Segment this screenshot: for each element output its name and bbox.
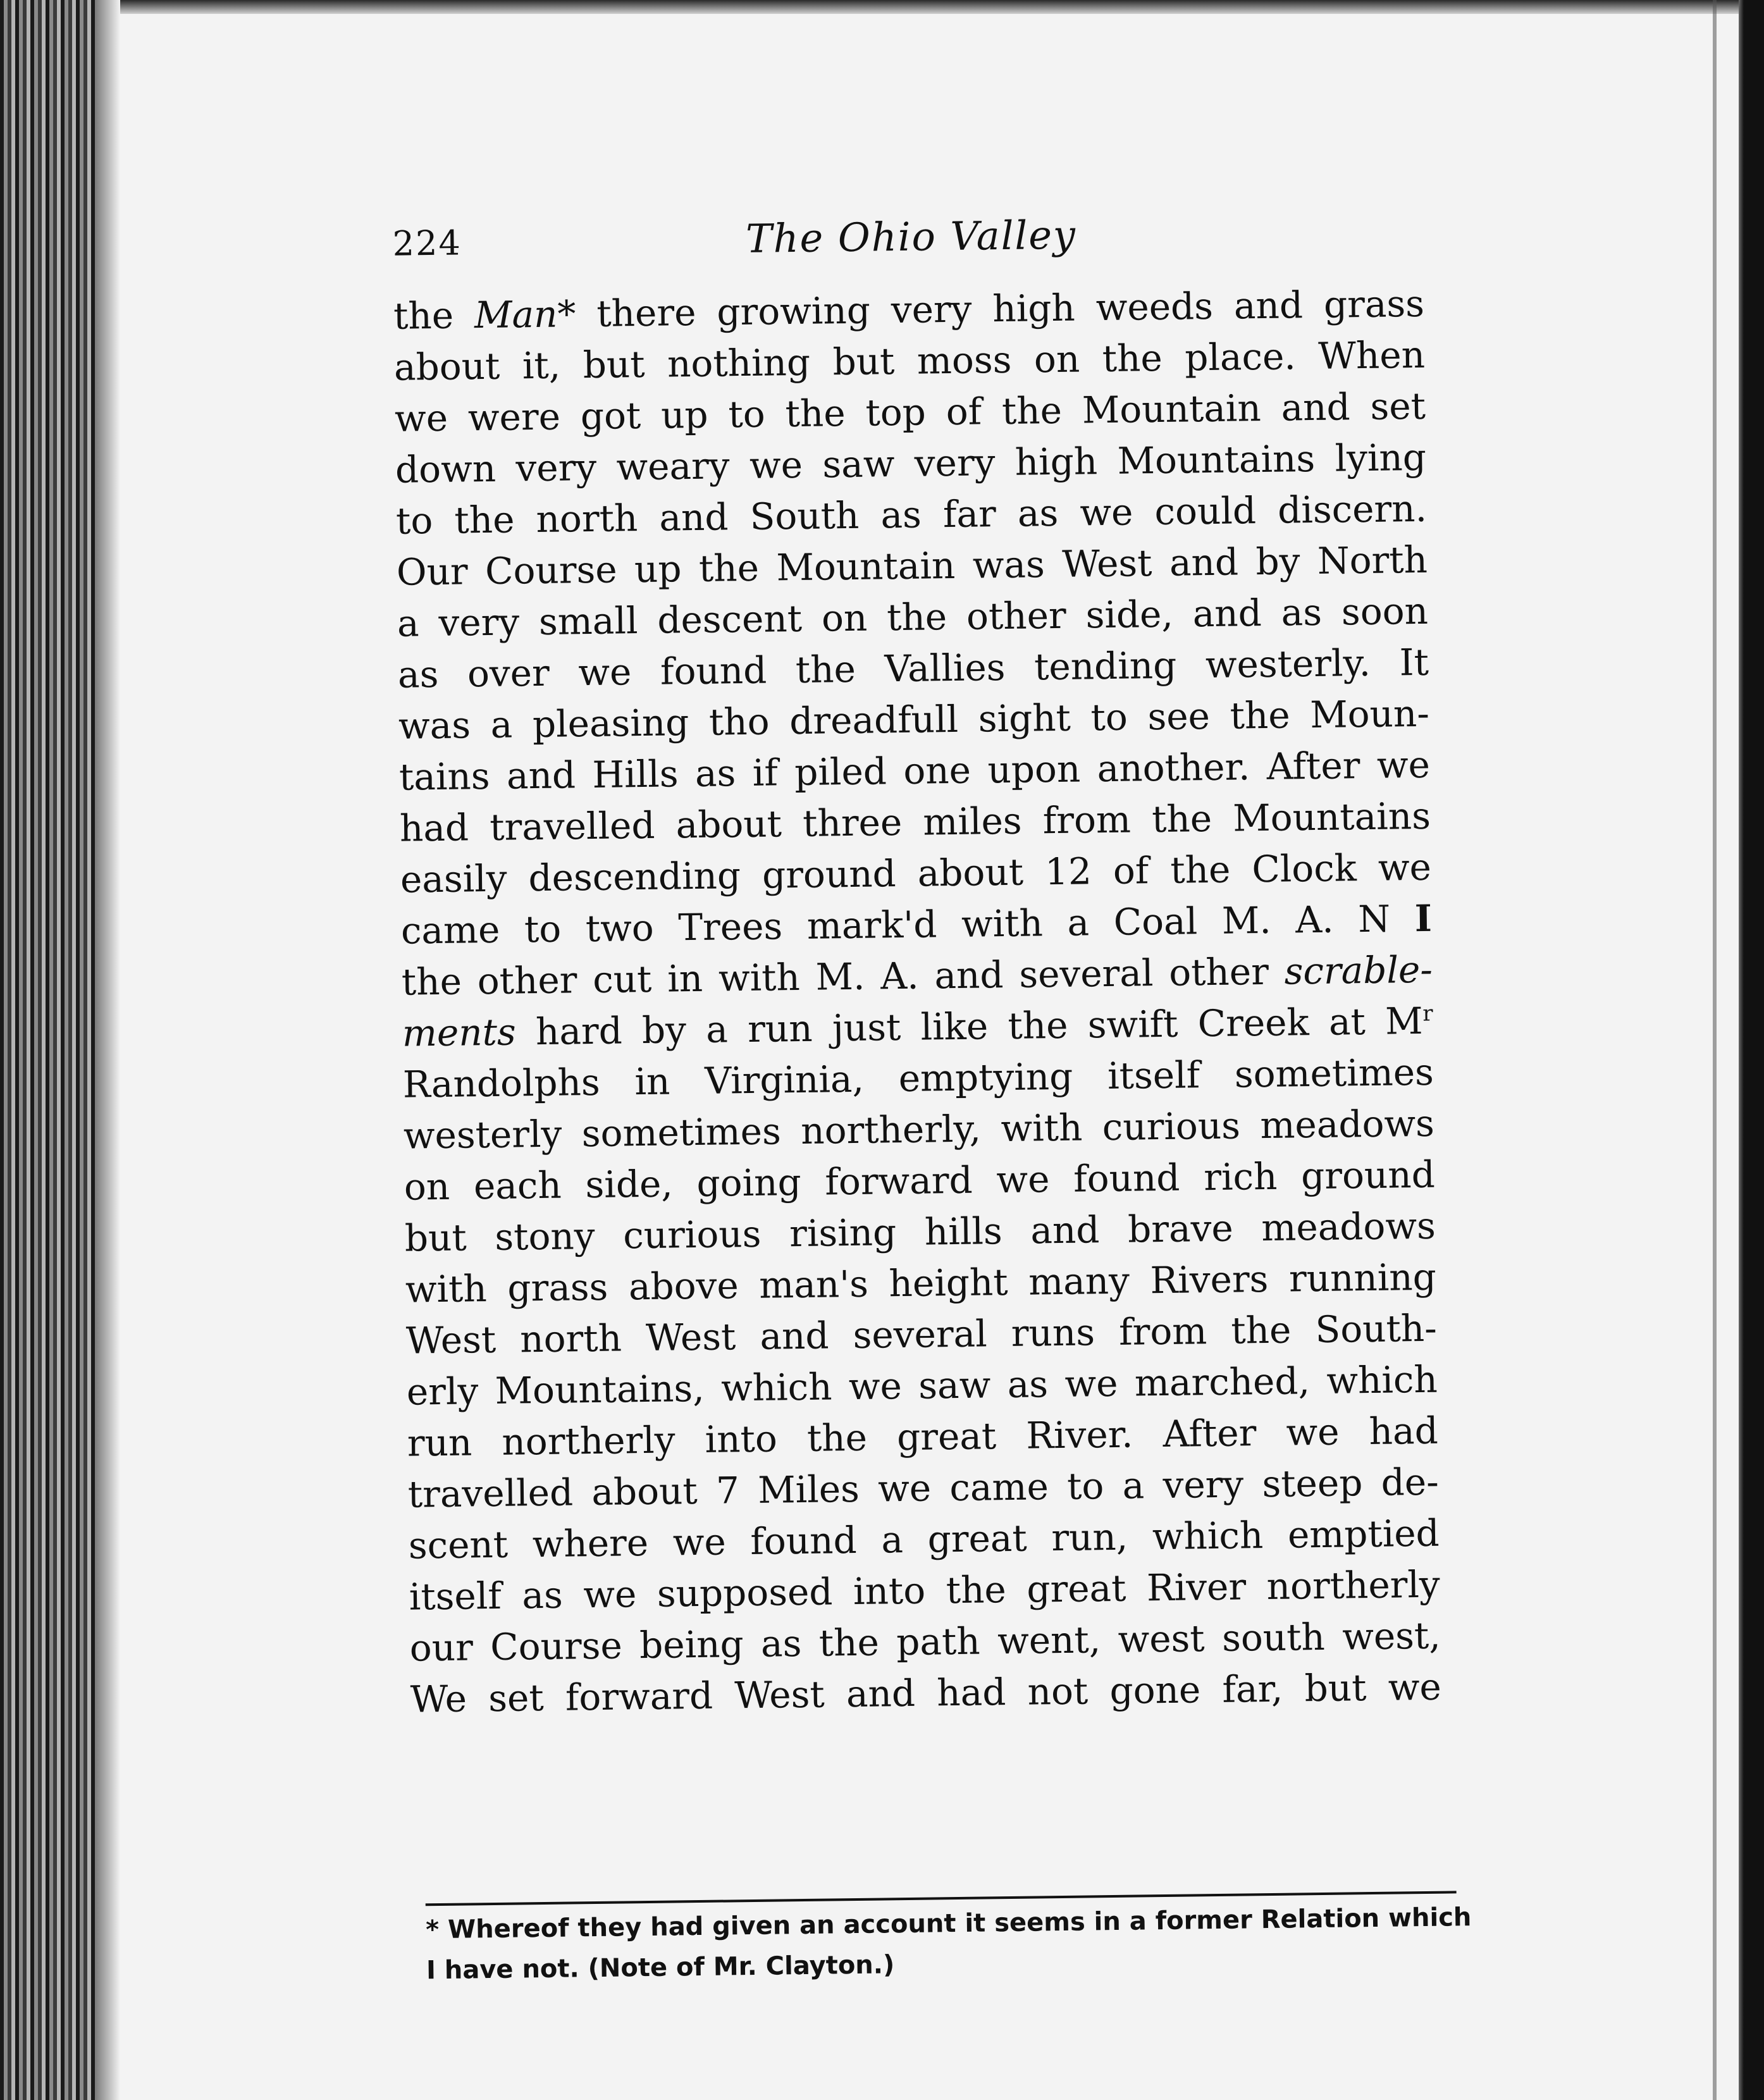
- superscript: r: [1422, 1001, 1433, 1027]
- text-segment: Our Course up the Mountain was West and by North: [396, 538, 1428, 594]
- text-segment: * there growing very high weeds and grass: [557, 281, 1425, 336]
- text-segment: to the north and South as far as we could discern.: [395, 486, 1428, 543]
- footnote-line: * Whereof they had given an account it seems in a former Relation which: [425, 1903, 1472, 1945]
- text-segment: about it, but nothing but moss on the place. When: [393, 333, 1426, 389]
- binding-shadow: [95, 0, 120, 2100]
- text-segment: but stony curious rising hills and brave meadows: [404, 1204, 1436, 1260]
- text-segment: our Course being as the path went, west south west,: [409, 1614, 1441, 1670]
- text-segment: travelled about 7 Miles we came to a very steep de-: [407, 1460, 1440, 1516]
- text-segment: the other cut in with M. A. and several other: [401, 949, 1285, 1004]
- page-top-edge: [0, 0, 1764, 14]
- page-fold-line: [1713, 0, 1717, 2100]
- text-segment: had travelled about three miles from the Mountains: [399, 794, 1431, 850]
- text-segment: Randolphs in Virginia, emptying itself sometimes: [402, 1050, 1434, 1106]
- text-segment: on each side, going forward we found rich ground: [404, 1152, 1436, 1209]
- text-segment: as over we found the Vallies tending westerly. It: [397, 640, 1429, 696]
- text-segment: tains and Hills as if piled one upon another. After we: [398, 743, 1431, 799]
- text-segment: down very weary we saw very high Mountains lying: [395, 435, 1427, 491]
- text-segment: erly Mountains, which we saw as we marched, which: [406, 1357, 1438, 1414]
- text-segment: the: [393, 293, 475, 338]
- text-segment: We set forward West and had not gone far, but we: [410, 1665, 1442, 1721]
- text-segment: a very small descent on the other side, and as soon: [397, 589, 1429, 645]
- text-segment: easily descending ground about 12 of the Clock we: [400, 845, 1432, 901]
- italic-word: scrable-: [1284, 948, 1433, 993]
- page-right-edge: [1739, 0, 1764, 2100]
- italic-word: ments: [402, 1010, 517, 1055]
- page-number: 224: [392, 223, 462, 264]
- text-segment: itself as we supposed into the great River northerly: [409, 1562, 1441, 1619]
- running-title: The Ohio Valley: [745, 211, 1077, 262]
- text-segment: with grass above man's height many Rivers running: [405, 1255, 1437, 1311]
- text-segment: westerly sometimes northerly, with curious meadows: [403, 1101, 1435, 1158]
- text-segment: West north West and several runs from the South-: [405, 1306, 1438, 1362]
- book-binding-edge: [0, 0, 95, 2100]
- italic-word: Man: [474, 292, 558, 337]
- text-segment: hard by a run just like the swift Creek at M: [515, 999, 1423, 1054]
- footnote-line: I have not. (Note of Mr. Clayton.): [426, 1950, 895, 1986]
- text-segment: was a pleasing tho dreadfull sight to see the Moun-: [398, 691, 1430, 748]
- footnote: [425, 1897, 1472, 1991]
- body-text: [393, 278, 1442, 1726]
- book-page: [379, 195, 1472, 1986]
- text-segment: run northerly into the great River. After we had: [407, 1409, 1439, 1465]
- text-segment: we were got up to the top of the Mountain and set: [394, 384, 1426, 440]
- text-segment: came to two Trees mark'd with a Coal M. A. N: [400, 897, 1391, 953]
- tree-mark-symbol: Ⅰ: [1414, 896, 1433, 941]
- text-segment: scent where we found a great run, which emptied: [408, 1511, 1440, 1567]
